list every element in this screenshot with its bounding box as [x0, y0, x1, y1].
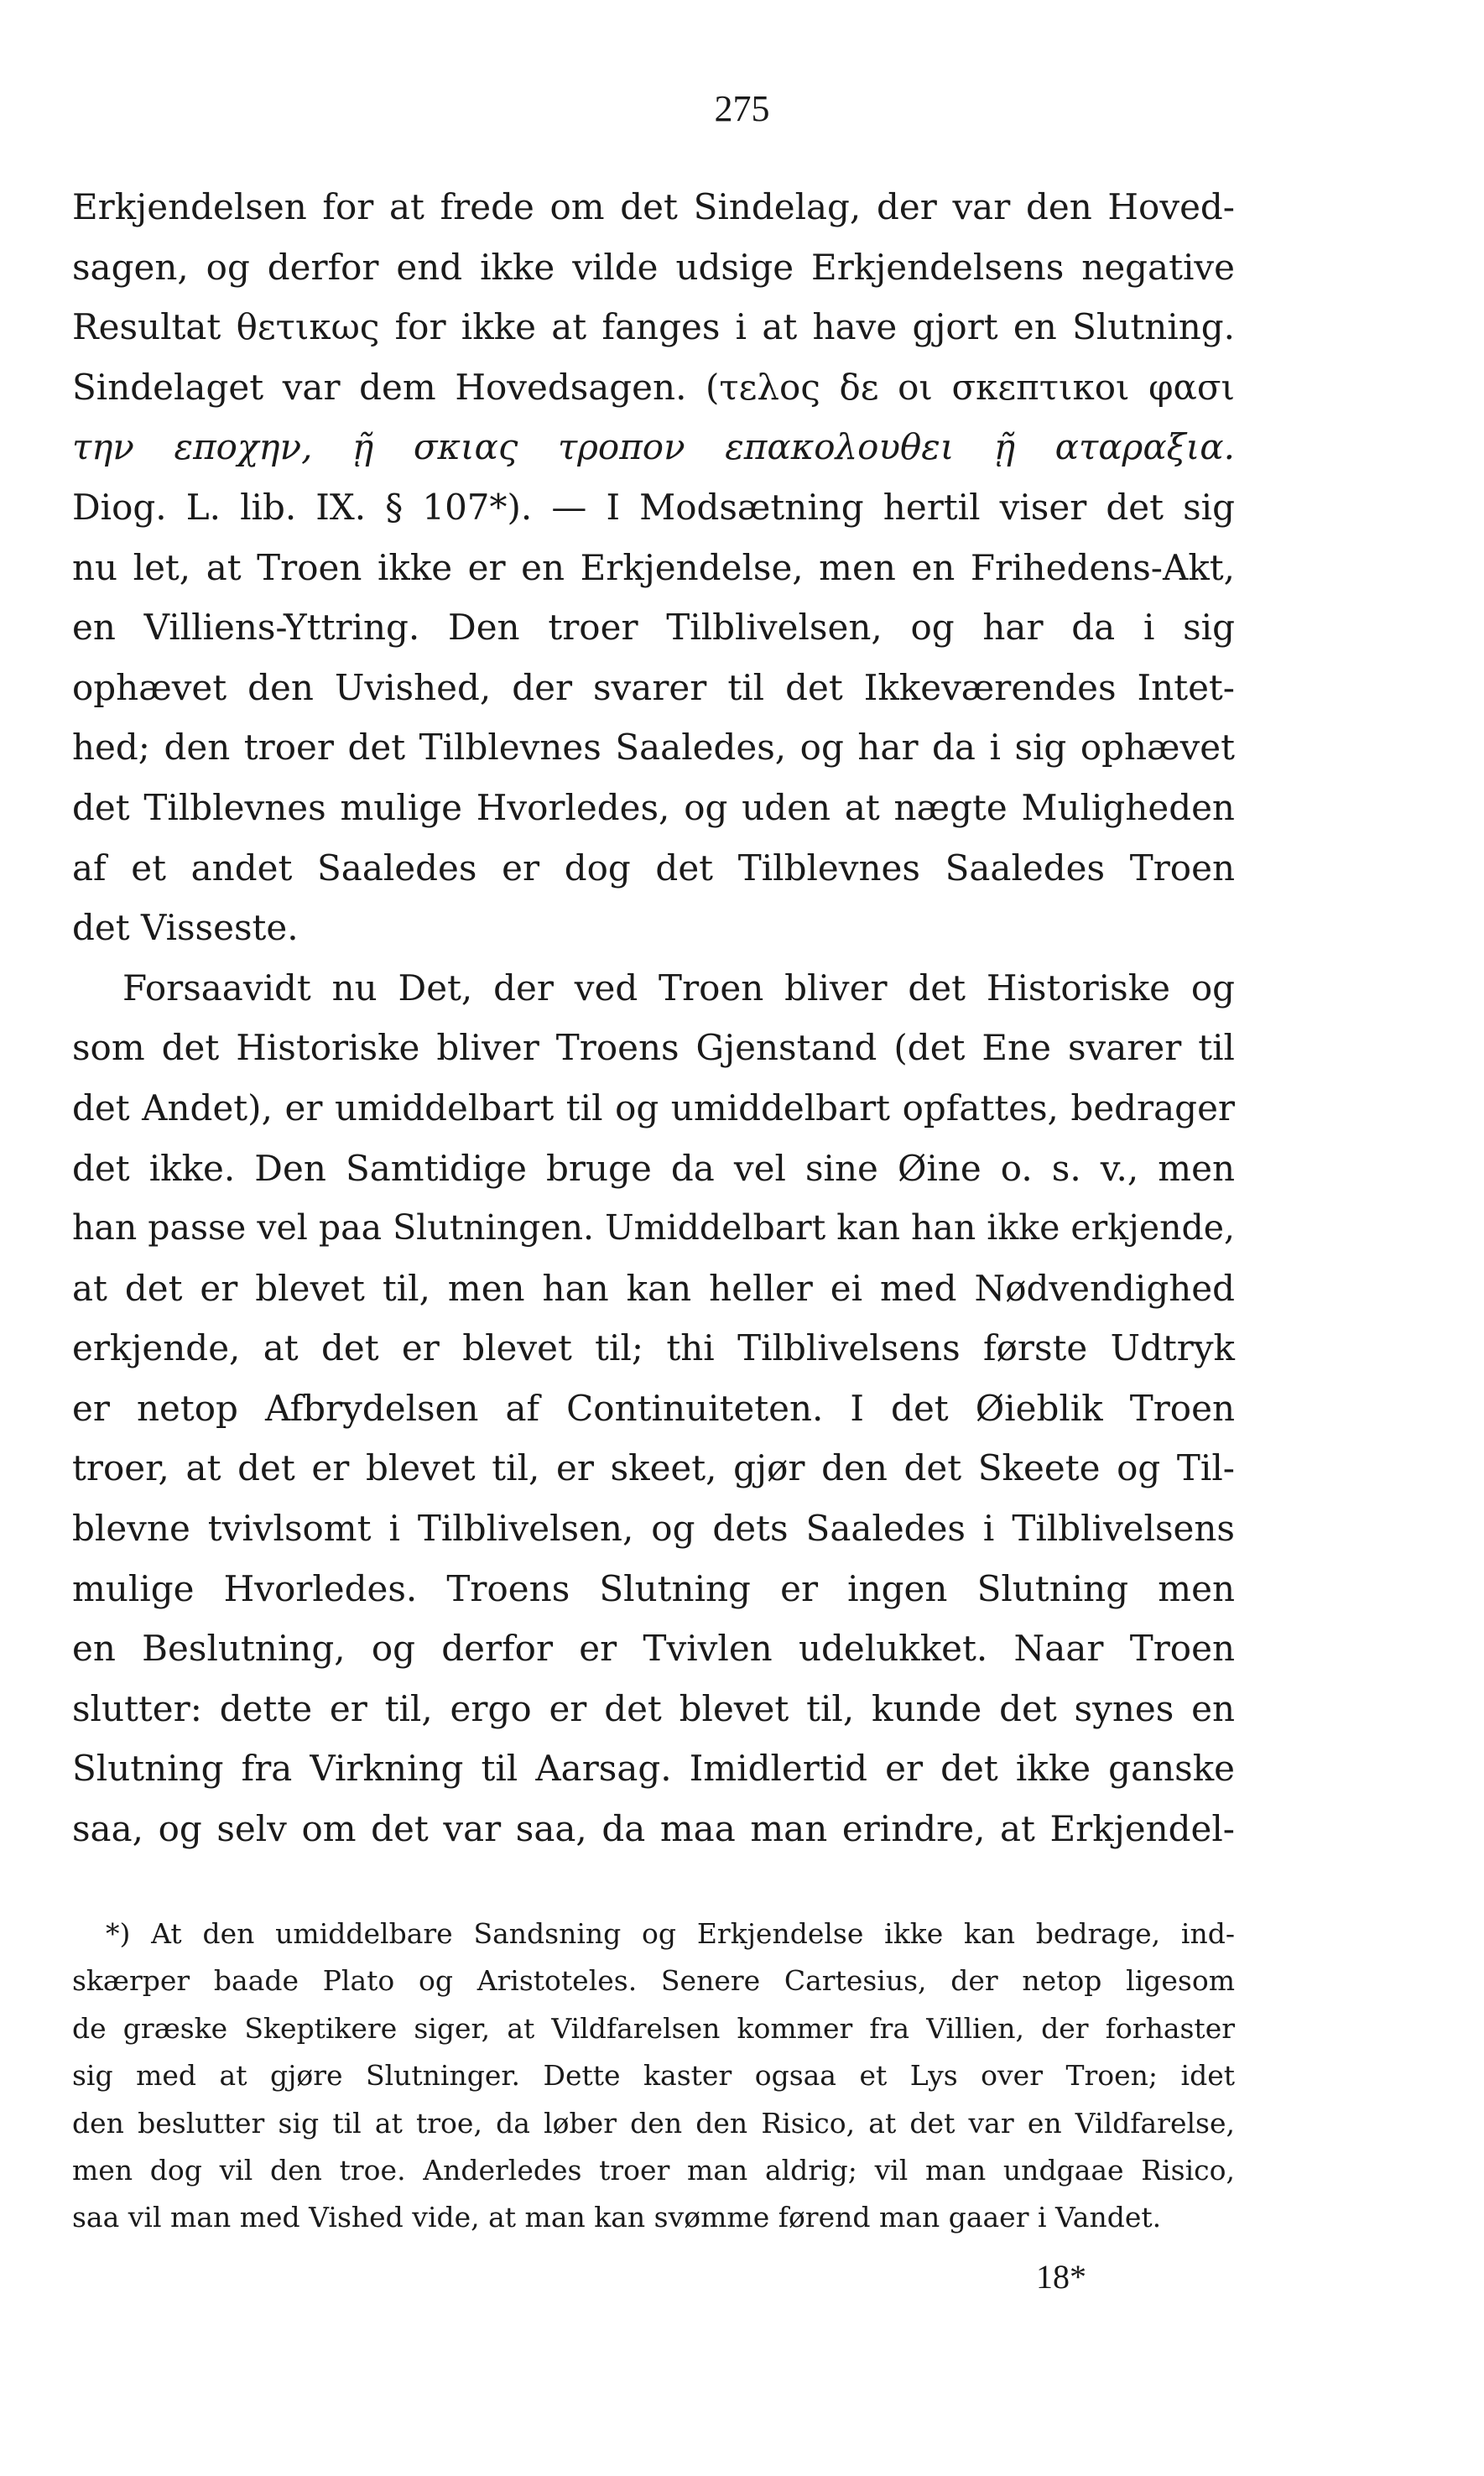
- page-number: 275: [714, 88, 770, 129]
- text-line: som det Historiske bliver Troens Gjenstand (det Ene svarer til: [72, 1027, 1235, 1069]
- footnote-line: saa vil man med Vished vide, at man kan svømme førend man gaaer i Vandet.: [72, 2201, 1162, 2234]
- text-line: ophævet den Uvished, der svarer til det Ikkeværendes Intet-: [72, 666, 1235, 708]
- footnote-line: sig med at gjøre Slutninger. Dette kaster ogsaa et Lys over Troen; idet: [72, 2059, 1235, 2093]
- text-line: hed; den troer det Tilblevnes Saaledes, og har da i sig ophævet: [72, 727, 1235, 769]
- footnote-line: men dog vil den troe. Anderledes troer man aldrig; vil man undgaae Risico,: [72, 2153, 1235, 2187]
- footnote-line: *) At den umiddelbare Sandsning og Erkjendelse ikke kan bedrage, ind-: [106, 1917, 1235, 1950]
- text-line: af et andet Saaledes er dog det Tilblevnes Saaledes Troen: [72, 847, 1235, 889]
- text-line: blevne tvivlsomt i Tilblivelsen, og dets Saaledes i Tilblivelsens: [72, 1508, 1235, 1550]
- text-line: er netop Afbrydelsen af Continuiteten. I det Øieblik Troen: [72, 1387, 1235, 1429]
- text-line: det ikke. Den Samtidige bruge da vel sine Øine o. s. v., men: [72, 1147, 1235, 1189]
- signature-mark: 18*: [1036, 2258, 1086, 2296]
- main-text: [72, 177, 1235, 1859]
- text-line: erkjende, at det er blevet til; thi Tilblivelsens første Udtryk: [72, 1327, 1235, 1369]
- text-line: Slutning fra Virkning til Aarsag. Imidlertid er det ikke ganske: [72, 1748, 1235, 1790]
- paragraph-start-line: Forsaavidt nu Det, der ved Troen bliver det Historiske og: [122, 967, 1235, 1009]
- text-line: troer, at det er blevet til, er skeet, gjør den det Skeete og Til-: [72, 1447, 1235, 1489]
- text-line: Resultat θετικως for ikke at fanges i at have gjort en Slutning.: [72, 306, 1235, 348]
- text-line: Sindelaget var dem Hovedsagen. (τελος δε οι σκεπτικοι φασι: [72, 366, 1235, 408]
- footnote-line: den beslutter sig til at troe, da løber den den Risico, at det var en Vildfarelse,: [72, 2106, 1235, 2140]
- text-line: han passe vel paa Slutningen. Umiddelbart kan han ikke erkjende,: [72, 1207, 1236, 1248]
- text-line: mulige Hvorledes. Troens Slutning er ingen Slutning men: [72, 1567, 1235, 1609]
- text-line: nu let, at Troen ikke er en Erkjendelse, men en Frihedens-Akt,: [72, 546, 1235, 588]
- text-line: slutter: dette er til, ergo er det blevet til, kunde det synes en: [72, 1687, 1235, 1729]
- footnote: [72, 1910, 1235, 2242]
- text-line: det Andet), er umiddelbart til og umiddelbart opfattes, bedrager: [72, 1087, 1235, 1129]
- text-line: sagen, og derfor end ikke vilde udsige Erkjendelsens negative: [72, 246, 1235, 288]
- text-line: Erkjendelsen for at frede om det Sindelag, der var den Hoved-: [72, 186, 1235, 227]
- greek-quote-line: την εποχην, ῇ σκιας τροπον επακολουθει ῇ αταραξια.: [72, 426, 1235, 468]
- text-line: en Beslutning, og derfor er Tvivlen udelukket. Naar Troen: [72, 1628, 1235, 1670]
- text-line: Diog. L. lib. IX. § 107*). — I Modsætning hertil viser det sig: [72, 486, 1235, 528]
- paragraph-end-line: det Visseste.: [72, 907, 299, 949]
- text-line: at det er blevet til, men han kan heller ei med Nødvendighed: [72, 1267, 1235, 1309]
- footnote-line: skærper baade Plato og Aristoteles. Senere Cartesius, der netop ligesom: [72, 1964, 1235, 1998]
- text-line: det Tilblevnes mulige Hvorledes, og uden at nægte Muligheden: [72, 786, 1235, 828]
- text-line: en Villiens-Yttring. Den troer Tilblivelsen, og har da i sig: [72, 607, 1235, 649]
- text-line: saa, og selv om det var saa, da maa man erindre, at Erkjendel-: [72, 1808, 1235, 1850]
- footnote-line: de græske Skeptikere siger, at Vildfarelsen kommer fra Villien, der forhaster: [72, 2011, 1235, 2045]
